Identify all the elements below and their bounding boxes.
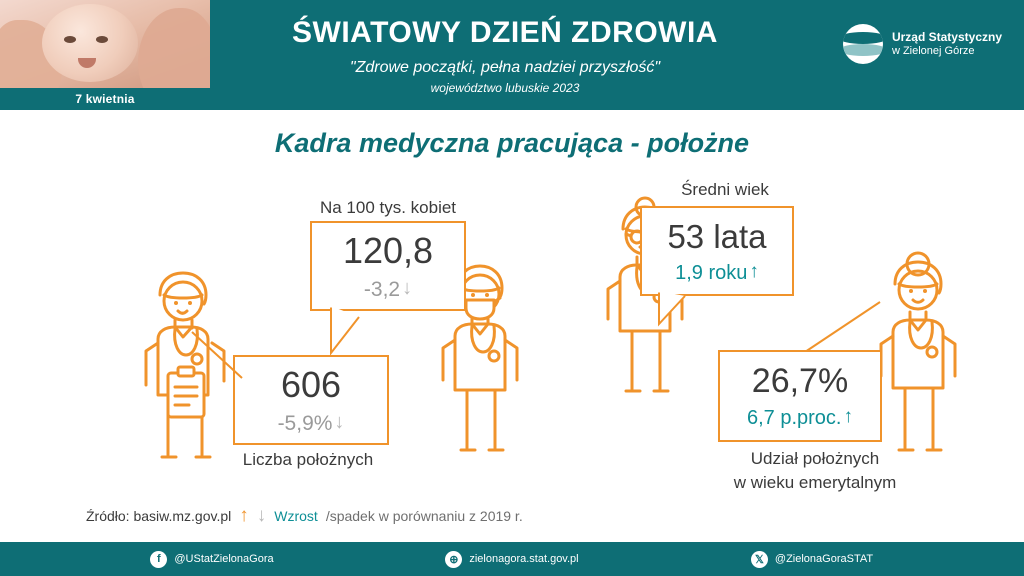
photo-eye-right (96, 36, 108, 43)
label-liczba-poloznych: Liczba położnych (242, 450, 374, 469)
photo-eye-left (64, 36, 76, 43)
header-photo (0, 0, 210, 110)
header-title: ŚWIATOWY DZIEŃ ZDROWIA (292, 15, 718, 49)
globe-icon: ⊕ (445, 551, 462, 568)
header-bar (0, 0, 1024, 110)
legend-decline-label: /spadek w porównaniu z 2019 r. (325, 508, 523, 524)
label-na-100-tys-kobiet: Na 100 tys. kobiet (319, 198, 457, 217)
stat-change-na-100-tys: -3,2 (363, 277, 401, 301)
stat-value-liczba-poloznych: 606 (280, 363, 342, 405)
footer-x-twitter[interactable] (662, 551, 962, 568)
callout-na-100-tys-kobiet (310, 221, 466, 311)
logo-text (892, 30, 1002, 58)
callout-sredni-wiek (640, 206, 794, 296)
source-line (86, 505, 523, 527)
footer-website-label: zielonagora.stat.gov.pl (469, 553, 579, 565)
footer-x-twitter-label: @ZielonaGoraSTAT (774, 553, 874, 565)
stat-value-na-100-tys: 120,8 (342, 229, 434, 271)
legend-arrow-up-icon: ↑ (239, 505, 249, 526)
callout-tail-na-100-tys (325, 305, 375, 365)
label-udzial-wiek-emerytalny (690, 447, 940, 495)
organization-logo (843, 24, 1002, 64)
label-sredni-wiek: Średni wiek (681, 180, 769, 199)
leader-line-liczba-poloznych (190, 330, 250, 400)
logo-line-2: w Zielonej Górze (891, 45, 975, 57)
callout-liczba-poloznych (233, 355, 389, 445)
arrow-down-icon: ↓ (402, 276, 413, 299)
arrow-up-icon: ↑ (843, 406, 853, 427)
logo-line-1: Urząd Statystyczny (891, 30, 1002, 44)
label-udzial-line1: Udział położnych (750, 449, 880, 468)
callout-tail-sredni-wiek (655, 290, 705, 335)
source-text: Źródło: basiw.mz.gov.pl (86, 508, 232, 524)
photo-baby-face (42, 4, 138, 82)
footer-website[interactable] (362, 551, 662, 568)
page-title: Kadra medyczna pracująca - położne (274, 128, 750, 158)
stat-change-udzial: 6,7 p.proc. (746, 407, 842, 429)
stat-change-sredni-wiek: 1,9 roku (675, 261, 748, 284)
stat-value-sredni-wiek: 53 lata (667, 217, 767, 255)
footer-facebook-label: @UStatZielonaGora (174, 553, 274, 565)
arrow-up-icon: ↑ (749, 260, 759, 282)
header-region-year: województwo lubuskie 2023 (430, 80, 580, 95)
stat-value-udzial: 26,7% (751, 362, 849, 400)
legend-arrow-down-icon: ↓ (256, 505, 267, 526)
callout-udzial-wiek-emerytalny (718, 350, 882, 442)
x-twitter-icon: 𝕏 (751, 551, 768, 568)
label-udzial-line2: w wieku emerytalnym (733, 473, 897, 492)
footer-facebook[interactable] (62, 551, 362, 568)
header-text-block (210, 0, 800, 110)
photo-caption: 7 kwietnia (0, 88, 210, 110)
legend-growth-label: Wzrost (274, 508, 318, 524)
header-subtitle: "Zdrowe początki, pełna nadziei przyszłość" (349, 58, 661, 76)
footer-bar (0, 542, 1024, 576)
statistics-waves-logo-icon (843, 24, 883, 64)
arrow-down-icon: ↓ (334, 410, 345, 433)
stat-change-liczba-poloznych: -5,9% (277, 411, 333, 435)
facebook-icon: f (150, 551, 167, 568)
